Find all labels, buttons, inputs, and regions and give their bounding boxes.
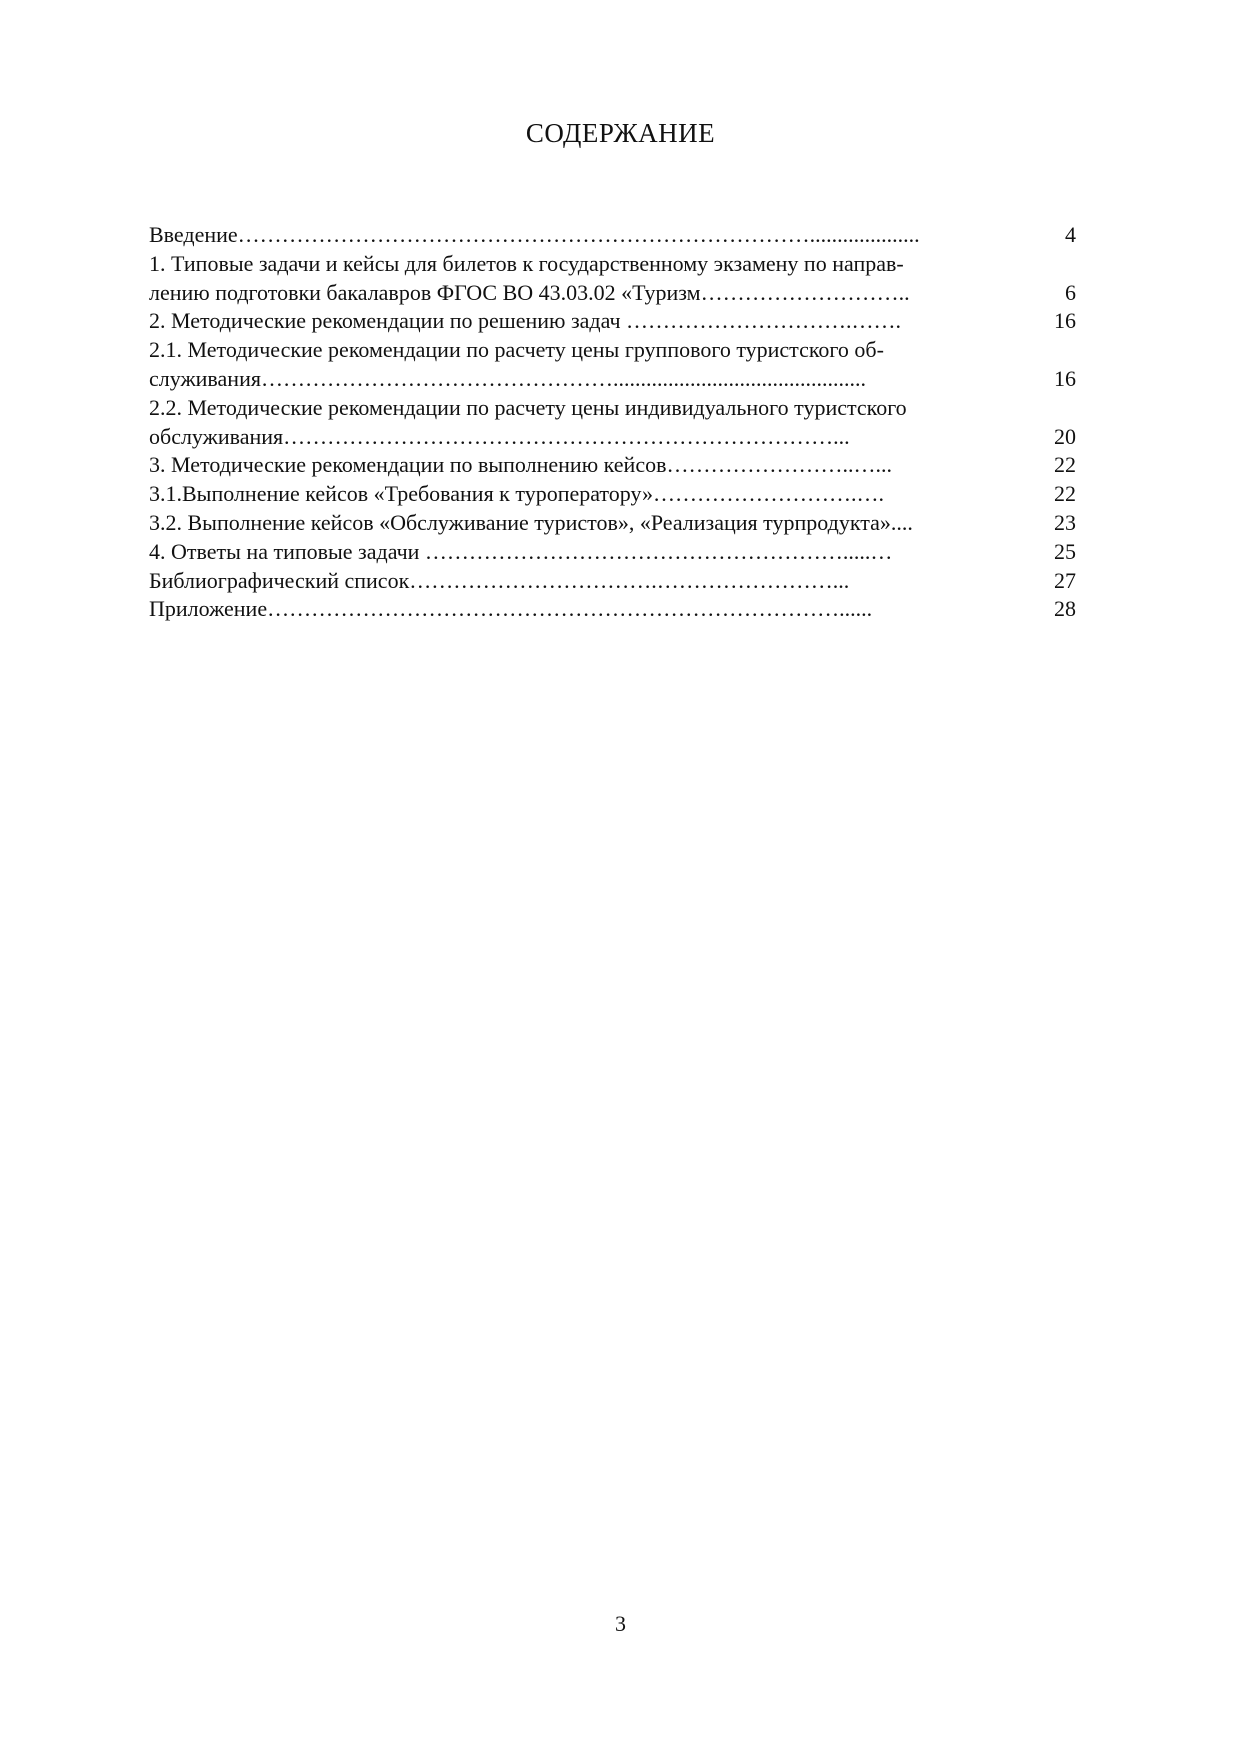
toc-entry-section-2-2[interactable] (149, 394, 1076, 452)
toc-entry-text (149, 567, 1019, 596)
toc-entry-text (149, 250, 1019, 308)
toc-line: 4. Ответы на типовые задачи ………………………………………………….....… (149, 538, 893, 564)
toc-line: лению подготовки бакалавров ФГОС ВО 43.03.02 «Туризм……………………….. (149, 279, 910, 305)
toc-page-number: 22 (1054, 452, 1076, 478)
toc-line: Библиографический список…………………………….……………………... (149, 567, 850, 593)
toc-line: Приложение……………………………………………………………………...... (149, 596, 873, 622)
toc-line: обслуживания…………………………………………………………………... (149, 423, 850, 449)
toc-entry-section-2[interactable] (149, 307, 1076, 336)
page-number: 3 (615, 1611, 626, 1636)
toc-entry-section-1[interactable] (149, 250, 1076, 308)
toc-entry-text (149, 221, 1019, 250)
toc-entry-text (149, 307, 1019, 336)
toc-page-number: 28 (1054, 596, 1076, 622)
toc-entry-section-4[interactable] (149, 538, 1076, 567)
toc-entry-text (149, 480, 1019, 509)
toc-entry-text (149, 451, 1019, 480)
toc-entry-section-3-2[interactable] (149, 509, 1076, 538)
toc-line: 3.2. Выполнение кейсов «Обслуживание туристов», «Реализация турпродукта».... (149, 509, 913, 535)
toc-line: 2. Методические рекомендации по решению задач ………………………….……. (149, 308, 902, 334)
toc-entry-text (149, 394, 1019, 452)
toc-entry-section-2-1[interactable] (149, 336, 1076, 394)
toc-entry-text (149, 595, 1019, 624)
toc-page-number: 6 (1065, 279, 1076, 305)
toc-line: 2.1. Методические рекомендации по расчету цены группового туристского об- (149, 337, 884, 363)
toc-entry-appendix[interactable] (149, 595, 1076, 624)
toc-entry-bibliography[interactable] (149, 567, 1076, 596)
toc-page-number: 16 (1054, 365, 1076, 391)
toc-entry-text (149, 509, 1019, 538)
toc-page-number: 25 (1054, 538, 1076, 564)
toc-page-number: 27 (1054, 567, 1076, 593)
toc-page-number: 23 (1054, 509, 1076, 535)
toc-line: 2.2. Методические рекомендации по расчету цены индивидуального туристского (149, 394, 907, 420)
toc-entry-text (149, 538, 1019, 567)
toc-line: 3.1.Выполнение кейсов «Требования к туроператору»……………………….…. (149, 481, 885, 507)
toc-entry-section-3[interactable] (149, 451, 1076, 480)
toc-page-number: 22 (1054, 481, 1076, 507)
toc-line: Введение…………………………………………………………………….................... (149, 222, 920, 247)
toc-page-number: 16 (1054, 308, 1076, 334)
page-title: СОДЕРЖАНИЕ (525, 118, 716, 148)
toc-entry-text (149, 336, 1019, 394)
table-of-contents (149, 221, 1076, 624)
toc-page-number: 20 (1054, 423, 1076, 449)
toc-line: служивания………………………………………….............................................. (149, 365, 866, 391)
toc-entry-introduction[interactable] (149, 221, 1076, 250)
toc-page-number: 4 (1065, 222, 1076, 247)
toc-line: 3. Методические рекомендации по выполнению кейсов……………………..…... (149, 452, 892, 478)
toc-entry-section-3-1[interactable] (149, 480, 1076, 509)
toc-line: 1. Типовые задачи и кейсы для билетов к государственному экзамену по направ- (149, 250, 904, 276)
